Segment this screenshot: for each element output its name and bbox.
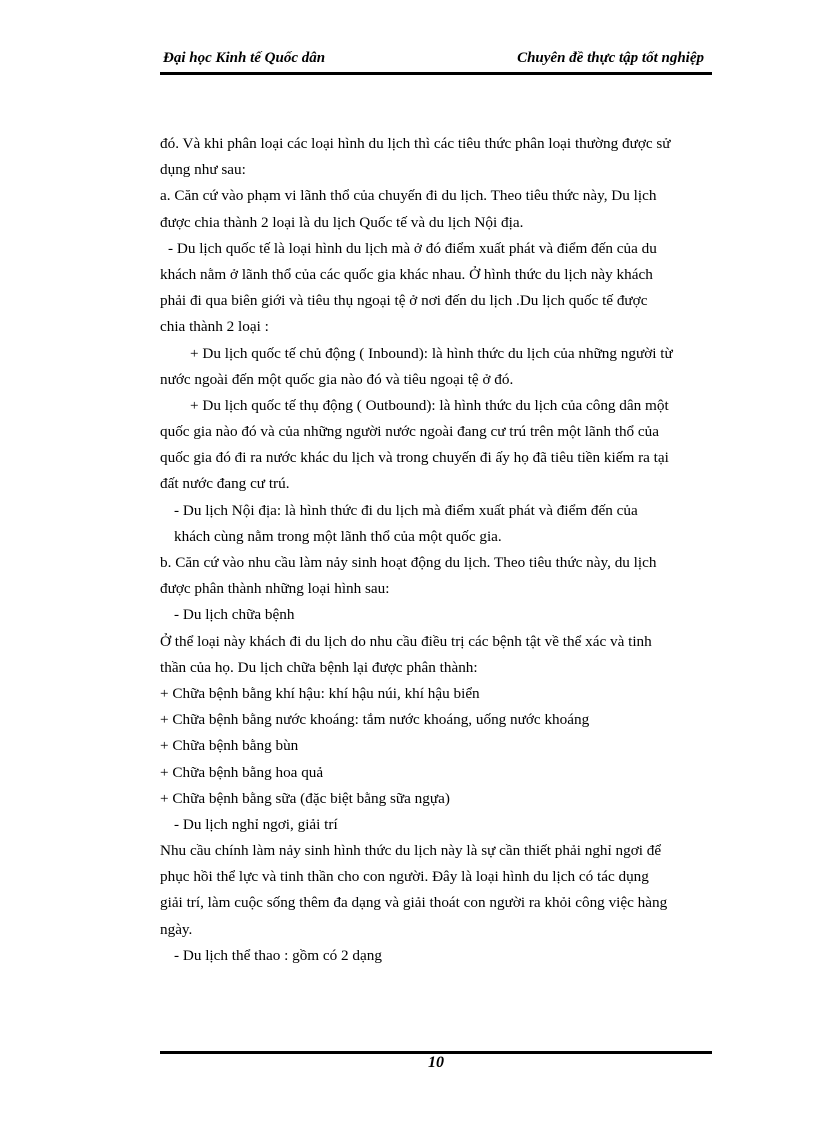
- text-line: + Chữa bệnh bằng nước khoáng: tắm nước khoáng, uống nước khoáng: [160, 711, 590, 729]
- text-line: chia thành 2 loại :: [160, 318, 269, 336]
- text-line: thần của họ. Du lịch chữa bệnh lại được phân thành:: [160, 658, 478, 676]
- header-document-title: Chuyên đề thực tập tốt nghiệp: [517, 50, 704, 66]
- text-line: phục hồi thể lực và tinh thần cho con người. Đây là loại hình du lịch có tác dụng: [160, 868, 649, 886]
- text-line: dụng như sau:: [160, 161, 246, 179]
- page-body: [160, 131, 720, 969]
- text-line: đó. Và khi phân loại các loại hình du lịch thì các tiêu thức phân loại thường được sử: [160, 135, 671, 152]
- text-line: + Chữa bệnh bằng hoa quả: [160, 763, 324, 781]
- page-header: [160, 48, 712, 75]
- text-line: Ở thể loại này khách đi du lịch do nhu cầu điều trị các bệnh tật về thể xác và tinh: [160, 632, 652, 650]
- text-line: + Du lịch quốc tế thụ động ( Outbound): là hình thức du lịch của công dân một: [190, 396, 669, 414]
- text-line: ngày.: [160, 920, 193, 938]
- text-line: + Chữa bệnh bằng khí hậu: khí hậu núi, khí hậu biển: [160, 684, 480, 702]
- text-line: nước ngoài đến một quốc gia nào đó và tiêu ngoại tệ ở đó.: [160, 370, 514, 388]
- text-line: Nhu cầu chính làm nảy sinh hình thức du lịch này là sự cần thiết phải nghỉ ngơi để: [160, 842, 662, 860]
- text-line: quốc gia đó đi ra nước khác du lịch và trong chuyến đi ấy họ đã tiêu tiền kiếm ra tại: [160, 449, 669, 467]
- text-line: giải trí, làm cuộc sống thêm đa dạng và giải thoát con người ra khỏi công việc hàng: [160, 894, 668, 912]
- text-line: được phân thành những loại hình sau:: [160, 580, 390, 598]
- text-line: + Du lịch quốc tế chủ động ( Inbound): là hình thức du lịch của những người từ: [190, 344, 673, 362]
- text-line: đất nước đang cư trú.: [160, 475, 290, 493]
- text-line: b. Căn cứ vào nhu cầu làm nảy sinh hoạt động du lịch. Theo tiêu thức này, du lịch: [160, 554, 657, 571]
- text-line: được chia thành 2 loại là du lịch Quốc tế và du lịch Nội địa.: [160, 213, 524, 231]
- text-line: quốc gia nào đó và của những người nước ngoài đang cư trú trên một lãnh thổ của: [160, 423, 659, 441]
- text-line: + Chữa bệnh bằng sữa (đặc biệt bằng sữa ngựa): [160, 789, 450, 807]
- text-line: - Du lịch chữa bệnh: [174, 606, 295, 624]
- text-line: - Du lịch Nội địa: là hình thức đi du lịch mà điểm xuất phát và điểm đến của: [174, 501, 638, 519]
- text-line: - Du lịch quốc tế là loại hình du lịch mà ở đó điểm xuất phát và điểm đến của du: [168, 239, 657, 257]
- text-line: - Du lịch thể thao : gồm có 2 dạng: [174, 946, 382, 964]
- header-university: Đại học Kinh tế Quốc dân: [163, 50, 326, 66]
- text-line: khách nằm ở lãnh thổ của các quốc gia khác nhau. Ở hình thức du lịch này khách: [160, 265, 653, 283]
- text-line: phải đi qua biên giới và tiêu thụ ngoại tệ ở nơi đến du lịch .Du lịch quốc tế được: [160, 292, 648, 310]
- text-line: + Chữa bệnh bằng bùn: [160, 737, 299, 755]
- text-line: khách cùng nằm trong một lãnh thổ của một quốc gia.: [174, 527, 502, 545]
- text-line: - Du lịch nghỉ ngơi, giải trí: [174, 815, 338, 833]
- text-line: a. Căn cứ vào phạm vi lãnh thổ của chuyến đi du lịch. Theo tiêu thức này, Du lịch: [160, 187, 657, 205]
- page-number: 10: [428, 1054, 444, 1071]
